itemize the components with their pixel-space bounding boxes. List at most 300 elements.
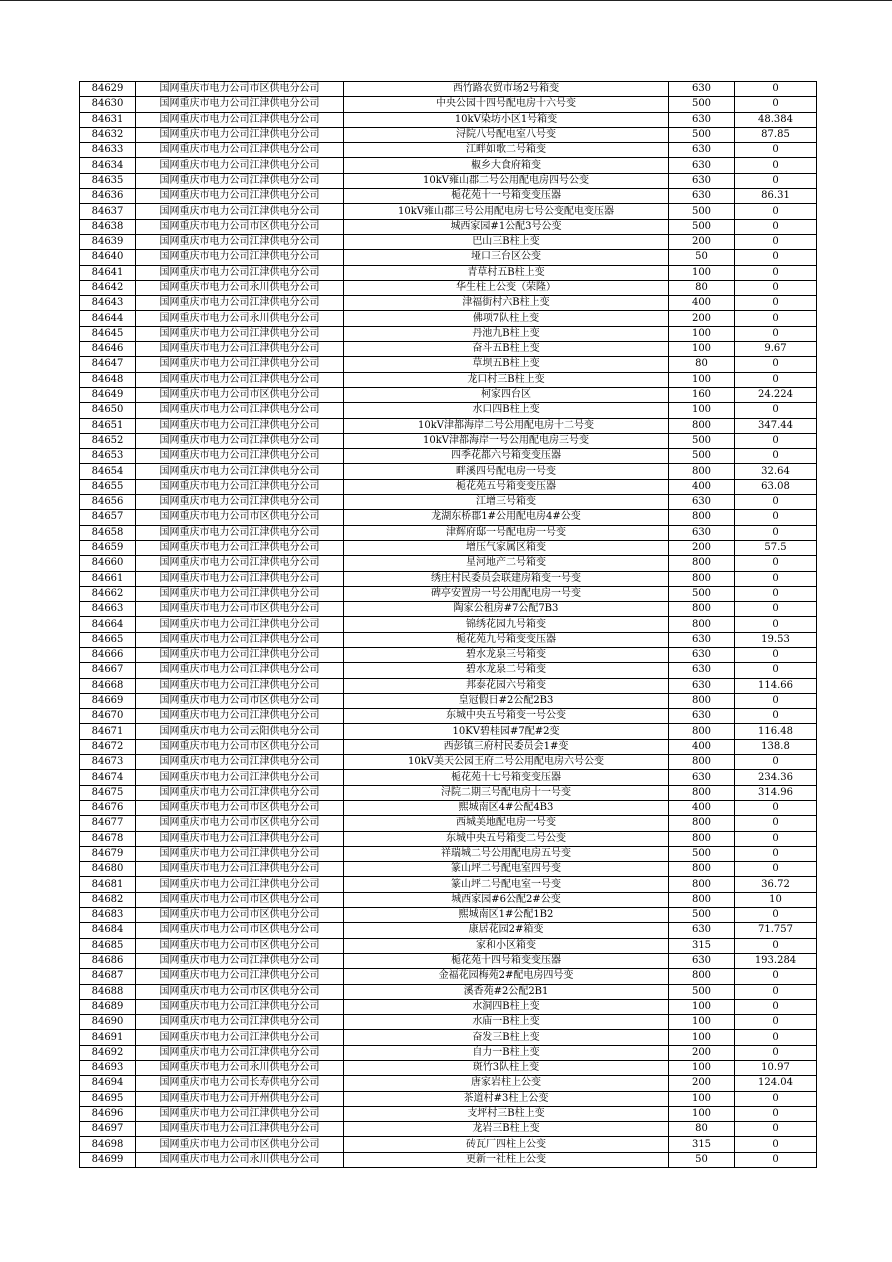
record-id-cell: 84644 [80, 311, 136, 326]
company-cell: 国网重庆市电力公司江津供电分公司 [136, 479, 344, 494]
table-row [80, 1137, 817, 1152]
load-value-cell: 0 [735, 693, 817, 708]
load-value-cell: 0 [735, 602, 817, 617]
record-id-cell: 84676 [80, 800, 136, 815]
transformer-name-cell: 西竹路农贸市场2号箱变 [344, 82, 669, 97]
load-value-cell: 0 [735, 250, 817, 265]
table-row [80, 418, 817, 433]
record-id-cell: 84691 [80, 1030, 136, 1045]
table-row [80, 464, 817, 479]
company-cell: 国网重庆市电力公司江津供电分公司 [136, 1015, 344, 1030]
transformer-name-cell: 水口四B柱上变 [344, 403, 669, 418]
capacity-cell: 630 [669, 923, 735, 938]
transformer-name-cell: 碧水龙泉三号箱变 [344, 647, 669, 662]
capacity-cell: 800 [669, 418, 735, 433]
company-cell: 国网重庆市电力公司长寿供电分公司 [136, 1076, 344, 1091]
capacity-cell: 630 [669, 143, 735, 158]
capacity-cell: 800 [669, 877, 735, 892]
load-value-cell: 234.36 [735, 770, 817, 785]
transformer-name-cell: 10kV染坊小区1号箱变 [344, 112, 669, 127]
load-value-cell: 0 [735, 219, 817, 234]
capacity-cell: 315 [669, 1137, 735, 1152]
load-value-cell: 0 [735, 999, 817, 1014]
table-row [80, 143, 817, 158]
load-value-cell: 32.64 [735, 464, 817, 479]
company-cell: 国网重庆市电力公司江津供电分公司 [136, 1030, 344, 1045]
record-id-cell: 84659 [80, 540, 136, 555]
transformer-name-cell: 茶道村#3柱上公变 [344, 1091, 669, 1106]
table-row [80, 433, 817, 448]
table-row [80, 724, 817, 739]
load-value-cell: 19.53 [735, 632, 817, 647]
table-row [80, 709, 817, 724]
record-id-cell: 84688 [80, 984, 136, 999]
record-id-cell: 84660 [80, 556, 136, 571]
transformer-name-cell: 溪香苑#2公配2B1 [344, 984, 669, 999]
record-id-cell: 84638 [80, 219, 136, 234]
capacity-cell: 50 [669, 1152, 735, 1167]
company-cell: 国网重庆市电力公司云阳供电分公司 [136, 724, 344, 739]
capacity-cell: 500 [669, 984, 735, 999]
load-value-cell: 0 [735, 525, 817, 540]
capacity-cell: 630 [669, 112, 735, 127]
transformer-name-cell: 栀花苑十一号箱变变压器 [344, 189, 669, 204]
transformer-name-cell: 更新一社柱上公变 [344, 1152, 669, 1167]
capacity-cell: 630 [669, 663, 735, 678]
record-id-cell: 84652 [80, 433, 136, 448]
load-value-cell: 0 [735, 433, 817, 448]
load-value-cell: 0 [735, 495, 817, 510]
transformer-name-cell: 皇冠假日#2公配2B3 [344, 693, 669, 708]
load-value-cell: 0 [735, 1122, 817, 1137]
record-id-cell: 84651 [80, 418, 136, 433]
record-id-cell: 84632 [80, 127, 136, 142]
load-value-cell: 0 [735, 1091, 817, 1106]
table-row [80, 326, 817, 341]
load-value-cell: 0 [735, 800, 817, 815]
load-value-cell: 0 [735, 755, 817, 770]
table-row [80, 678, 817, 693]
capacity-cell: 630 [669, 525, 735, 540]
load-value-cell: 71.757 [735, 923, 817, 938]
capacity-cell: 800 [669, 831, 735, 846]
transformer-name-cell: 西彭镇三府村民委员会1#变 [344, 739, 669, 754]
table-row [80, 999, 817, 1014]
transformer-name-cell: 城西家园#1公配3号公变 [344, 219, 669, 234]
company-cell: 国网重庆市电力公司江津供电分公司 [136, 403, 344, 418]
capacity-cell: 100 [669, 342, 735, 357]
capacity-cell: 500 [669, 219, 735, 234]
company-cell: 国网重庆市电力公司市区供电分公司 [136, 739, 344, 754]
transformer-name-cell: 浔院二期三号配电房十一号变 [344, 785, 669, 800]
company-cell: 国网重庆市电力公司市区供电分公司 [136, 923, 344, 938]
load-value-cell: 0 [735, 204, 817, 219]
capacity-cell: 630 [669, 953, 735, 968]
company-cell: 国网重庆市电力公司市区供电分公司 [136, 908, 344, 923]
capacity-cell: 100 [669, 1091, 735, 1106]
load-value-cell: 0 [735, 158, 817, 173]
capacity-cell: 500 [669, 449, 735, 464]
table-row [80, 892, 817, 907]
record-id-cell: 84672 [80, 739, 136, 754]
load-value-cell: 0 [735, 280, 817, 295]
company-cell: 国网重庆市电力公司江津供电分公司 [136, 755, 344, 770]
transformer-name-cell: 津福街村六B柱上变 [344, 296, 669, 311]
load-value-cell: 0 [735, 816, 817, 831]
table-row [80, 908, 817, 923]
capacity-cell: 200 [669, 234, 735, 249]
company-cell: 国网重庆市电力公司永川供电分公司 [136, 311, 344, 326]
substation-capacity-table [79, 81, 817, 1168]
table-row [80, 479, 817, 494]
record-id-cell: 84684 [80, 923, 136, 938]
load-value-cell: 0 [735, 296, 817, 311]
table-row [80, 800, 817, 815]
transformer-name-cell: 东城中央五号箱变二号公变 [344, 831, 669, 846]
record-id-cell: 84663 [80, 602, 136, 617]
record-id-cell: 84655 [80, 479, 136, 494]
transformer-name-cell: 星河地产二号箱变 [344, 556, 669, 571]
company-cell: 国网重庆市电力公司市区供电分公司 [136, 693, 344, 708]
transformer-name-cell: 10kV美天公园王府二号公用配电房六号公变 [344, 755, 669, 770]
table-row [80, 1045, 817, 1060]
company-cell: 国网重庆市电力公司江津供电分公司 [136, 617, 344, 632]
capacity-cell: 500 [669, 908, 735, 923]
load-value-cell: 0 [735, 510, 817, 525]
load-value-cell: 63.08 [735, 479, 817, 494]
record-id-cell: 84696 [80, 1106, 136, 1121]
record-id-cell: 84680 [80, 862, 136, 877]
capacity-cell: 800 [669, 464, 735, 479]
transformer-name-cell: 青草村五B柱上变 [344, 265, 669, 280]
load-value-cell: 0 [735, 357, 817, 372]
transformer-name-cell: 城西家园#6公配2#公变 [344, 892, 669, 907]
transformer-name-cell: 栀花苑九号箱变变压器 [344, 632, 669, 647]
company-cell: 国网重庆市电力公司市区供电分公司 [136, 938, 344, 953]
transformer-name-cell: 支坪村三B柱上变 [344, 1106, 669, 1121]
company-cell: 国网重庆市电力公司市区供电分公司 [136, 510, 344, 525]
record-id-cell: 84649 [80, 387, 136, 402]
company-cell: 国网重庆市电力公司江津供电分公司 [136, 495, 344, 510]
load-value-cell: 0 [735, 372, 817, 387]
record-id-cell: 84667 [80, 663, 136, 678]
capacity-cell: 800 [669, 862, 735, 877]
capacity-cell: 630 [669, 709, 735, 724]
record-id-cell: 84647 [80, 357, 136, 372]
load-value-cell: 9.67 [735, 342, 817, 357]
load-value-cell: 0 [735, 326, 817, 341]
company-cell: 国网重庆市电力公司江津供电分公司 [136, 449, 344, 464]
table-row [80, 969, 817, 984]
record-id-cell: 84629 [80, 82, 136, 97]
capacity-cell: 100 [669, 1030, 735, 1045]
company-cell: 国网重庆市电力公司江津供电分公司 [136, 97, 344, 112]
company-cell: 国网重庆市电力公司永川供电分公司 [136, 1061, 344, 1076]
load-value-cell: 0 [735, 969, 817, 984]
transformer-name-cell: 水洞四B柱上变 [344, 999, 669, 1014]
load-value-cell: 0 [735, 1106, 817, 1121]
table-row [80, 1122, 817, 1137]
record-id-cell: 84653 [80, 449, 136, 464]
capacity-cell: 400 [669, 739, 735, 754]
company-cell: 国网重庆市电力公司市区供电分公司 [136, 602, 344, 617]
capacity-cell: 800 [669, 617, 735, 632]
load-value-cell: 0 [735, 173, 817, 188]
record-id-cell: 84656 [80, 495, 136, 510]
record-id-cell: 84685 [80, 938, 136, 953]
table-row [80, 755, 817, 770]
load-value-cell: 0 [735, 97, 817, 112]
company-cell: 国网重庆市电力公司市区供电分公司 [136, 82, 344, 97]
company-cell: 国网重庆市电力公司永川供电分公司 [136, 1152, 344, 1167]
transformer-name-cell: 栀花苑五号箱变变压器 [344, 479, 669, 494]
table-row [80, 204, 817, 219]
table-row [80, 219, 817, 234]
load-value-cell: 347.44 [735, 418, 817, 433]
capacity-cell: 500 [669, 433, 735, 448]
transformer-name-cell: 砖瓦厂四柱上公变 [344, 1137, 669, 1152]
company-cell: 国网重庆市电力公司江津供电分公司 [136, 785, 344, 800]
transformer-name-cell: 10kV津都海岸一号公用配电房三号变 [344, 433, 669, 448]
table-row [80, 1152, 817, 1167]
load-value-cell: 0 [735, 571, 817, 586]
load-value-cell: 10.97 [735, 1061, 817, 1076]
table-row [80, 173, 817, 188]
record-id-cell: 84686 [80, 953, 136, 968]
capacity-cell: 630 [669, 647, 735, 662]
record-id-cell: 84674 [80, 770, 136, 785]
transformer-name-cell: 巴山三B柱上变 [344, 234, 669, 249]
table-row [80, 357, 817, 372]
transformer-name-cell: 家和小区箱变 [344, 938, 669, 953]
company-cell: 国网重庆市电力公司江津供电分公司 [136, 357, 344, 372]
record-id-cell: 84635 [80, 173, 136, 188]
record-id-cell: 84687 [80, 969, 136, 984]
capacity-cell: 400 [669, 800, 735, 815]
record-id-cell: 84642 [80, 280, 136, 295]
transformer-name-cell: 10kV津都海岸二号公用配电房十二号变 [344, 418, 669, 433]
table-row [80, 449, 817, 464]
capacity-cell: 630 [669, 173, 735, 188]
table-row [80, 112, 817, 127]
table-row [80, 403, 817, 418]
record-id-cell: 84679 [80, 846, 136, 861]
company-cell: 国网重庆市电力公司江津供电分公司 [136, 464, 344, 479]
table-row [80, 296, 817, 311]
capacity-cell: 50 [669, 250, 735, 265]
company-cell: 国网重庆市电力公司江津供电分公司 [136, 418, 344, 433]
table-row [80, 387, 817, 402]
transformer-name-cell: 10KV碧桂园#7配#2变 [344, 724, 669, 739]
transformer-name-cell: 畔溪四号配电房一号变 [344, 464, 669, 479]
capacity-cell: 800 [669, 816, 735, 831]
capacity-cell: 630 [669, 678, 735, 693]
transformer-name-cell: 椒乡大食府箱变 [344, 158, 669, 173]
record-id-cell: 84666 [80, 647, 136, 662]
load-value-cell: 0 [735, 1152, 817, 1167]
transformer-name-cell: 奋发三B柱上变 [344, 1030, 669, 1045]
table-row [80, 571, 817, 586]
capacity-cell: 100 [669, 1015, 735, 1030]
table-row [80, 831, 817, 846]
load-value-cell: 0 [735, 1045, 817, 1060]
company-cell: 国网重庆市电力公司江津供电分公司 [136, 877, 344, 892]
company-cell: 国网重庆市电力公司江津供电分公司 [136, 632, 344, 647]
table-row [80, 495, 817, 510]
table-row [80, 510, 817, 525]
company-cell: 国网重庆市电力公司江津供电分公司 [136, 127, 344, 142]
capacity-cell: 800 [669, 556, 735, 571]
transformer-name-cell: 锦绣花园九号箱变 [344, 617, 669, 632]
transformer-name-cell: 自力一B柱上变 [344, 1045, 669, 1060]
load-value-cell: 193.284 [735, 953, 817, 968]
table-row [80, 877, 817, 892]
capacity-cell: 400 [669, 296, 735, 311]
capacity-cell: 800 [669, 969, 735, 984]
capacity-cell: 200 [669, 540, 735, 555]
transformer-name-cell: 佛项7队柱上变 [344, 311, 669, 326]
load-value-cell: 0 [735, 846, 817, 861]
record-id-cell: 84673 [80, 755, 136, 770]
record-id-cell: 84670 [80, 709, 136, 724]
transformer-name-cell: 邦泰花园六号箱变 [344, 678, 669, 693]
capacity-cell: 800 [669, 785, 735, 800]
transformer-name-cell: 龙岩三B柱上变 [344, 1122, 669, 1137]
company-cell: 国网重庆市电力公司江津供电分公司 [136, 831, 344, 846]
table-row [80, 556, 817, 571]
company-cell: 国网重庆市电力公司江津供电分公司 [136, 953, 344, 968]
record-id-cell: 84630 [80, 97, 136, 112]
company-cell: 国网重庆市电力公司江津供电分公司 [136, 1122, 344, 1137]
capacity-cell: 800 [669, 724, 735, 739]
transformer-name-cell: 丹池九B柱上变 [344, 326, 669, 341]
load-value-cell: 0 [735, 938, 817, 953]
capacity-cell: 80 [669, 1122, 735, 1137]
transformer-name-cell: 篆山坪二号配电室一号变 [344, 877, 669, 892]
load-value-cell: 10 [735, 892, 817, 907]
transformer-name-cell: 陶家公租房#7公配7B3 [344, 602, 669, 617]
record-id-cell: 84662 [80, 586, 136, 601]
company-cell: 国网重庆市电力公司江津供电分公司 [136, 770, 344, 785]
table-row [80, 280, 817, 295]
record-id-cell: 84668 [80, 678, 136, 693]
transformer-name-cell: 龙湖东桥郡1#公用配电房4#公变 [344, 510, 669, 525]
company-cell: 国网重庆市电力公司江津供电分公司 [136, 342, 344, 357]
record-id-cell: 84697 [80, 1122, 136, 1137]
transformer-name-cell: 龙口村三B柱上变 [344, 372, 669, 387]
transformer-name-cell: 增压气家属区箱变 [344, 540, 669, 555]
load-value-cell: 314.96 [735, 785, 817, 800]
capacity-cell: 800 [669, 693, 735, 708]
record-id-cell: 84671 [80, 724, 136, 739]
capacity-cell: 100 [669, 326, 735, 341]
transformer-name-cell: 祥瑞城二号公用配电房五号变 [344, 846, 669, 861]
load-value-cell: 0 [735, 663, 817, 678]
record-id-cell: 84636 [80, 189, 136, 204]
company-cell: 国网重庆市电力公司江津供电分公司 [136, 296, 344, 311]
record-id-cell: 84640 [80, 250, 136, 265]
table-row [80, 127, 817, 142]
capacity-cell: 100 [669, 1061, 735, 1076]
company-cell: 国网重庆市电力公司江津供电分公司 [136, 571, 344, 586]
load-value-cell: 48.384 [735, 112, 817, 127]
load-value-cell: 0 [735, 82, 817, 97]
transformer-name-cell: 柯家四台区 [344, 387, 669, 402]
capacity-cell: 800 [669, 892, 735, 907]
transformer-name-cell: 奋斗五B柱上变 [344, 342, 669, 357]
table-row [80, 1015, 817, 1030]
record-id-cell: 84698 [80, 1137, 136, 1152]
capacity-cell: 80 [669, 280, 735, 295]
company-cell: 国网重庆市电力公司江津供电分公司 [136, 846, 344, 861]
transformer-name-cell: 垭口三台区公变 [344, 250, 669, 265]
company-cell: 国网重庆市电力公司江津供电分公司 [136, 663, 344, 678]
company-cell: 国网重庆市电力公司江津供电分公司 [136, 540, 344, 555]
transformer-name-cell: 篆山坪二号配电室四号变 [344, 862, 669, 877]
company-cell: 国网重庆市电力公司江津供电分公司 [136, 1106, 344, 1121]
table-row [80, 189, 817, 204]
company-cell: 国网重庆市电力公司江津供电分公司 [136, 326, 344, 341]
table-row [80, 311, 817, 326]
capacity-cell: 800 [669, 571, 735, 586]
company-cell: 国网重庆市电力公司江津供电分公司 [136, 372, 344, 387]
company-cell: 国网重庆市电力公司江津供电分公司 [136, 862, 344, 877]
load-value-cell: 0 [735, 265, 817, 280]
capacity-cell: 800 [669, 510, 735, 525]
capacity-cell: 100 [669, 372, 735, 387]
table-row [80, 1076, 817, 1091]
transformer-name-cell: 唐家岩柱上公变 [344, 1076, 669, 1091]
company-cell: 国网重庆市电力公司江津供电分公司 [136, 969, 344, 984]
load-value-cell: 0 [735, 311, 817, 326]
record-id-cell: 84650 [80, 403, 136, 418]
transformer-name-cell: 熙城南区1#公配1B2 [344, 908, 669, 923]
company-cell: 国网重庆市电力公司江津供电分公司 [136, 234, 344, 249]
company-cell: 国网重庆市电力公司市区供电分公司 [136, 892, 344, 907]
table-row [80, 1030, 817, 1045]
capacity-cell: 630 [669, 632, 735, 647]
capacity-cell: 100 [669, 1106, 735, 1121]
table-row [80, 632, 817, 647]
record-id-cell: 84695 [80, 1091, 136, 1106]
record-id-cell: 84654 [80, 464, 136, 479]
transformer-name-cell: 东城中央五号箱变一号公变 [344, 709, 669, 724]
load-value-cell: 0 [735, 234, 817, 249]
company-cell: 国网重庆市电力公司江津供电分公司 [136, 189, 344, 204]
capacity-cell: 500 [669, 204, 735, 219]
transformer-name-cell: 华生柱上公变（荣隆） [344, 280, 669, 295]
table-row [80, 372, 817, 387]
company-cell: 国网重庆市电力公司市区供电分公司 [136, 816, 344, 831]
capacity-cell: 400 [669, 479, 735, 494]
capacity-cell: 80 [669, 357, 735, 372]
company-cell: 国网重庆市电力公司江津供电分公司 [136, 647, 344, 662]
load-value-cell: 0 [735, 862, 817, 877]
company-cell: 国网重庆市电力公司开州供电分公司 [136, 1091, 344, 1106]
company-cell: 国网重庆市电力公司永川供电分公司 [136, 280, 344, 295]
table-row [80, 265, 817, 280]
record-id-cell: 84669 [80, 693, 136, 708]
company-cell: 国网重庆市电力公司江津供电分公司 [136, 265, 344, 280]
capacity-cell: 315 [669, 938, 735, 953]
table-row [80, 953, 817, 968]
capacity-cell: 500 [669, 586, 735, 601]
transformer-name-cell: 中央公园十四号配电房十六号变 [344, 97, 669, 112]
load-value-cell: 0 [735, 586, 817, 601]
company-cell: 国网重庆市电力公司市区供电分公司 [136, 984, 344, 999]
load-value-cell: 0 [735, 556, 817, 571]
table-body [80, 82, 817, 1168]
